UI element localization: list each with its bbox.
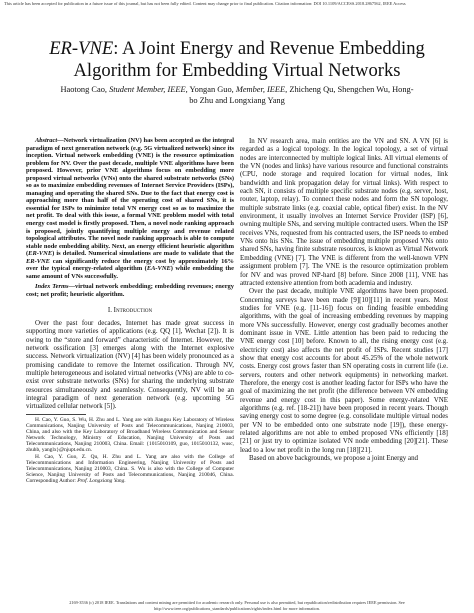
footnote-rule bbox=[26, 414, 86, 415]
left-column bbox=[26, 137, 234, 484]
copyright-footer-line-1: 2169-3536 (c) 2018 IEEE. Translations and content mining are permitted for academic research only. Personal use is also permitted, but republication/redistribution requires IEEE permission. See bbox=[69, 600, 405, 605]
body-paragraph-3: Based on above backgrounds, we propose a joint Energy and bbox=[249, 454, 419, 463]
footnote-affiliation-1: H. Cao, Y. Guo, S. Wu, H. Zhu and L. Yang are with Jiangsu Key Laboratory of Wireless Communications, Nanjing University of Posts and Telecommunications, Nanjing 210003, China, and also with the Key Laboratory of Broadband Wireless Communication and Sensor Network Technology, Ministry of Education, Nanjing University of Posts and Telecommunications, Nanjing 210003, China. Email: {1015010109, guo, 1015010132, wusc, zhuhb, yanglx}@njupt.edu.cn. bbox=[26, 416, 234, 454]
accepted-article-notice: This article has been accepted for publication in a future issue of this journal, but has not been fully edited. Content may change prior to final publication. Citation information: DOI 10.1109/ACCESS.2018.2867562, IEEE Access bbox=[4, 1, 406, 6]
intro-paragraph: Over the past four decades, Internet has made great success in supporting more varieties of applications (e.g. QQ [1], Wechat [2]). It is owing to the “store and forward” characteristic of Internet. However, the network ossification [3] emerges along with the Internet explosive success. Network virtualization (NV) [4] has been widely pronounced as a promising candidate to remove the Internet ossification. Through NV, multiple heterogeneous and isolated virtual networks (VNs) are able to co-exist over substrate networks (SNs) for sharing the underlying substrate resources simultaneously and seamlessly. Consequently, NV will be an integral paradigm of next generation network (e.g. upcoming 5G virtualized cellular network [5]). bbox=[26, 318, 234, 411]
section-heading-introduction: I. Introduction bbox=[107, 306, 153, 315]
body-paragraph-2: Over the past decade, multiple VNE algorithms have been proposed. Concerning surveys have been made [9][10][11] in recent years. Most studies for VNE (e.g. [11-16]) focus on finding feasible embedding algorithms, with the goal of increasing embedding revenues by mapping more VNs successfully. However, energy cost gradually becomes another dominant issue in VNE. Little attention has been paid to reducing the VNE energy cost [10] before. Known to all, the rising energy cost (e.g. electricity cost) also affects the net profit of ISPs. Recent studies [17] show that energy cost accounts for about 45.25% of the whole network costs. Energy cost grows faster than SN operating costs in current life (i.e. servers, routers and other network equipments) in networking market. Therefore, the energy cost is another leading factor for ISPs who have the goal of maximizing the net profit (the difference between VN embedding revenue and energy cost in this paper). Some energy-related VNE algorithms (e.g. ref. [18-21]) have been proposed in recent years. Though saving energy cost to some degree (e.g. consolidate multiple virtual nodes per VN to be embedded onto one substrate node [19]), these energy-related algorithms are not able to embed proposed VNs efficiently [18][21] or just try to optimize isolated VN node embedding [20][21]. These lead to a low net profit in the long run [18][21]. bbox=[240, 287, 448, 454]
index-terms: Index Terms—virtual network embedding; embedding revenues; energy cost; net profit; heuristic algorithm. bbox=[26, 283, 234, 298]
abstract: Abstract—Network virtualization (NV) has been accepted as the integral paradigm of next generation network (e.g. 5G virtualized network) since its inception. Virtual network embedding (VNE) is the resource optimization problem for NV. Over the past decade, multiple VNE algorithms have been proposed. However, prior VNE algorithms focus on embedding more proposed virtual networks (VNs) onto the shared substrate networks (SNs) so as to maximize embedding revenues of Internet Service Providers (ISPs), managing and operating the shared SNs. Due to the fact that energy cost is approaching more than half of the operating cost of shared SNs, it is essential for ISPs to minimize total VN energy cost so as to maximize the net profit. To deal with this issue, a formal VNE problem model with total energy cost model is firstly proposed. Then, a novel node ranking approach is proposed, jointly quantifying multiple energy and revenue related topological attributes. The novel node ranking approach is able to compute stable node embedding ability. Next, an energy efficient heuristic algorithm (ER-VNE) is detailed. Numerical simulations are made to validate that the ER-VNE can significantly reduce the energy cost by approximately 16% over the typical energy-related algorithm (EA-VNE) while embedding the same amount of VNs successfully. bbox=[26, 137, 234, 280]
paper-title-line-1: ER-VNE: A Joint Energy and Revenue Embedding bbox=[49, 38, 425, 59]
copyright-footer-line-2: http://www.ieee.org/publications_standards/publications/rights/index.html for more information. bbox=[154, 606, 320, 611]
right-column bbox=[240, 137, 448, 462]
paper-title-line-2: Algorithm for Embedding Virtual Networks bbox=[73, 60, 401, 81]
footnote-affiliation-2: H. Cao, Y. Guo, Z. Qu, H. Zhu and L. Yang are also with the College of Telecommunications and Information Engineering, Nanjing University of Posts and Telecommunications, Nanjing 210003, China. S. Wu is also with the College of Computer Science, Nanjing University of Posts and Telecommunications, Nanjing 210046, China. Corresponding Author: Prof. Longxiang Yang. bbox=[26, 453, 234, 485]
author-list: Haotong Cao, Student Member, IEEE, Yongan Guo, Member, IEEE, Zhicheng Qu, Shengchen Wu, Hong- bo Zhu and Longxiang Yang bbox=[60, 85, 414, 105]
body-paragraph-1: In NV research area, main entities are the VN and SN. A VN [6] is regarded as a logical topology. In the logical topology, a set of virtual nodes are interconnected by multiple logical links. All virtual elements of the VN (nodes and links) have various resource and functional constraints (CPU, node storage and required location for virtual nodes, link bandwidth and link propagation delay for virtual links). With respect to each SN, it consists of multiple specific substrate nodes (e.g. server, host, router, laptop, relay). To connect these nodes and form the SN topology, multiple substrate links (e.g. coaxial cable, optical fiber) exist. In the NV environment, it usually involves an Internet Service Provider (ISP) [6], owning multiple SNs, and serving multiple contracted users. When the ISP receives VNs, requested from his contracted users, the ISP needs to embed VNs onto his SNs. The issue of embedding multiple proposed VNs onto shared SNs, having finite substrate resources, is known as Virtual Network Embedding (VNE) [7]. The VNE is different from the well-known VPN assignment problem [7]. The VNE is the resource optimization problem for NV and was proved NP-hard [8] before. Since 2008 [11], VNE has attracted extensive attention from both academia and industry. bbox=[240, 137, 448, 287]
algorithm-name: ER-VNE bbox=[49, 38, 114, 59]
